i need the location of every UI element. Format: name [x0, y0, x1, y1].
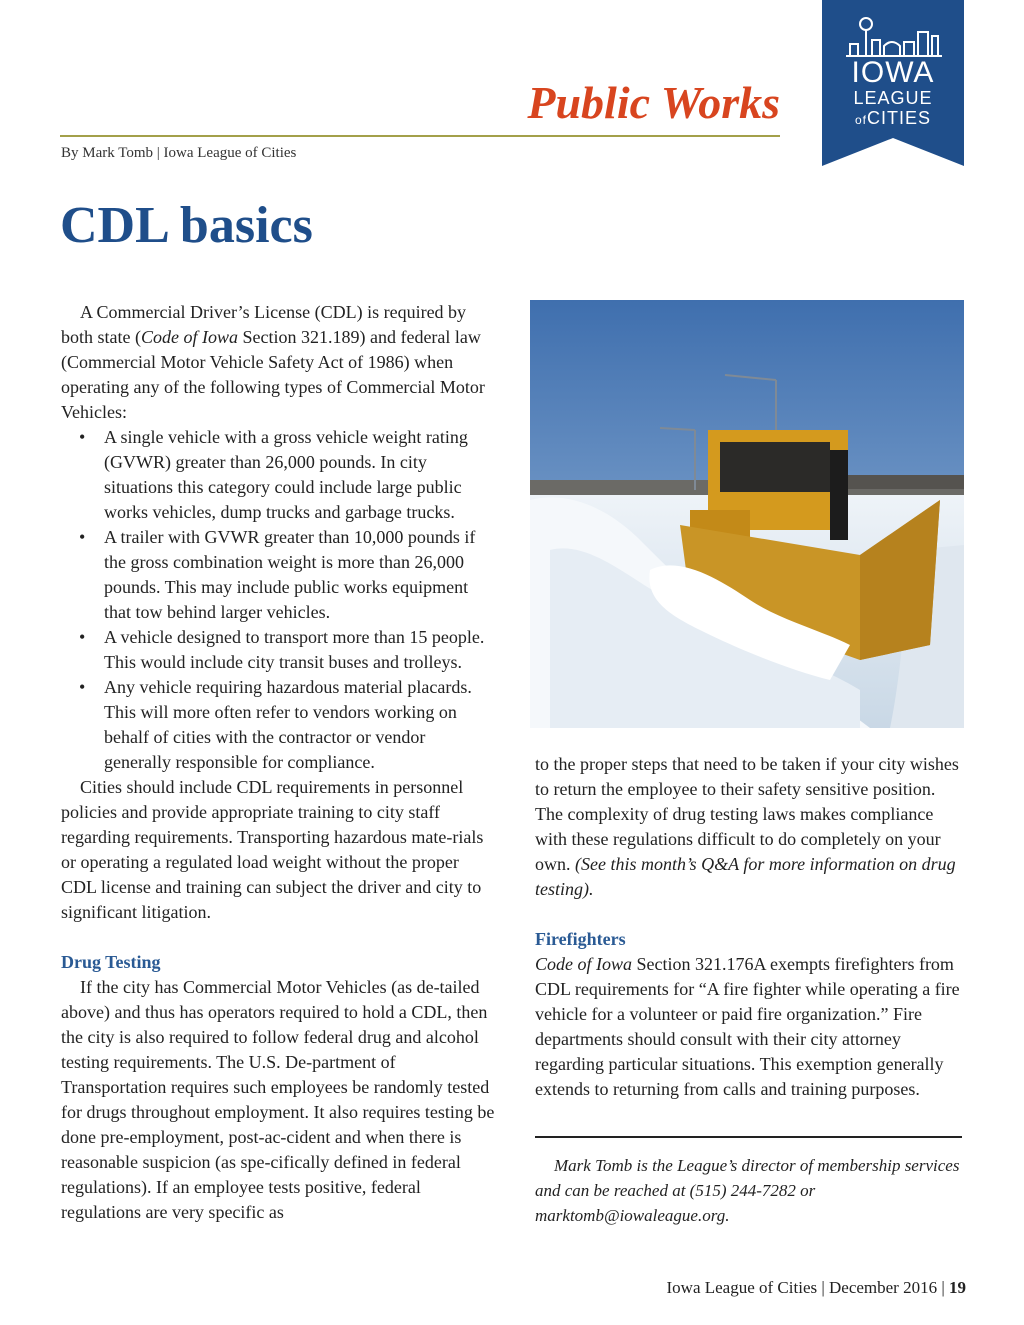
drug-testing-paragraph: If the city has Commercial Motor Vehicles (as de-tailed above) and thus has operators required to hold a CDL, then the city is also required to follow federal drug and alcohol testing requirements. The U.S. De-partment of Transportation requires such employees be randomly tested for drugs throughout employment. It also requires testing be done pre-employment, post-ac-cident and when there is reasonable suspicion (as spe-cifically defined in federal regulations). If an employee tests positive, federal regulations are very specific as — [61, 977, 495, 1222]
snowplow-photo — [530, 300, 964, 728]
logo-word-cities — [822, 108, 964, 130]
list-item-text: A vehicle designed to transport more than 15 people. This would include city transit buses and trolleys. — [104, 627, 485, 672]
bullet-icon: • — [79, 627, 86, 647]
logo-word-league: LEAGUE — [853, 88, 933, 108]
article-title: CDL basics — [60, 197, 313, 254]
section-title: Public Works — [527, 77, 780, 128]
code-of-iowa-ref: Code of Iowa — [535, 954, 632, 974]
drug-testing-continued-text: to the proper steps that need to be taken if your city wishes to return the employee to their safety sensitive position. The complexity of drug testing laws makes compliance with these regulations difficult to do completely on your own. — [535, 754, 959, 874]
left-column — [61, 300, 496, 1225]
iowa-league-logo — [822, 0, 964, 166]
logo-word-cities-text: CITIES — [867, 108, 932, 128]
list-item-text: A single vehicle with a gross vehicle weight rating (GVWR) greater than 26,000 pounds. In city situations this category could include large public works vehicles, dump trucks and garbage trucks. — [104, 427, 468, 522]
list-item — [61, 675, 496, 775]
list-item — [61, 525, 496, 625]
author-bio — [535, 1153, 965, 1228]
intro-text-a: A Commercial Driver’s License (CDL) is required by both state ( — [61, 302, 467, 347]
firefighters-text: Section 321.176A exempts firefighters from CDL requirements for “A fire fighter while operating a fire vehicle for a volunteer or paid fire organization.” Fire departments should consult with their city attorney regarding particular situations. This exemption generally extends to returning from calls and training purposes. — [535, 954, 960, 1099]
page-number: 19 — [949, 1278, 966, 1297]
drug-testing-heading: Drug Testing — [61, 952, 161, 972]
list-item-text: Any vehicle requiring hazardous material placards. This will more often refer to vendors working on behalf of cities with the contractor or vendor generally responsible for compliance. — [104, 677, 472, 772]
cmv-type-list — [61, 425, 496, 775]
intro-paragraph — [61, 300, 496, 425]
page-footer — [500, 1278, 966, 1298]
bullet-icon: • — [79, 427, 86, 447]
bullet-icon: • — [79, 527, 86, 547]
firefighters-paragraph — [535, 952, 965, 1102]
list-item — [61, 425, 496, 525]
drug-testing-continued — [535, 752, 965, 902]
cities-paragraph: Cities should include CDL requirements in personnel policies and provide appropriate training to city staff regarding requirements. Transporting hazardous mate-rials or operating a regulated load weight without the proper CDL license and training can subject the driver and city to significant litigation. — [61, 777, 484, 922]
qa-reference-note: (See this month’s Q&A for more information on drug testing). — [535, 854, 956, 899]
logo-word-of: of — [854, 113, 867, 127]
right-column — [535, 752, 965, 1102]
header-rule — [60, 135, 780, 137]
byline: By Mark Tomb | Iowa League of Cities — [61, 145, 297, 161]
author-bio-text: Mark Tomb is the League’s director of membership services and can be reached at (515) 244-7282 or marktomb@iowaleague.org. — [535, 1156, 960, 1225]
list-item — [61, 625, 496, 675]
logo-word-iowa: IOWA — [851, 56, 935, 89]
list-item-text: A trailer with GVWR greater than 10,000 pounds if the gross combination weight is more than 26,000 pounds. This may include public works equipment that tow behind larger vehicles. — [104, 527, 476, 622]
bio-divider — [535, 1136, 962, 1138]
footer-text: Iowa League of Cities | December 2016 | — [666, 1278, 949, 1297]
bullet-icon: • — [79, 677, 86, 697]
code-of-iowa-ref: Code of Iowa — [140, 327, 238, 347]
firefighters-heading: Firefighters — [535, 929, 626, 949]
intro-text-b: Section 321.189) and federal law (Commercial Motor Vehicle Safety Act of 1986) when operating any of the following types of Commercial Motor Vehicles: — [61, 327, 485, 422]
